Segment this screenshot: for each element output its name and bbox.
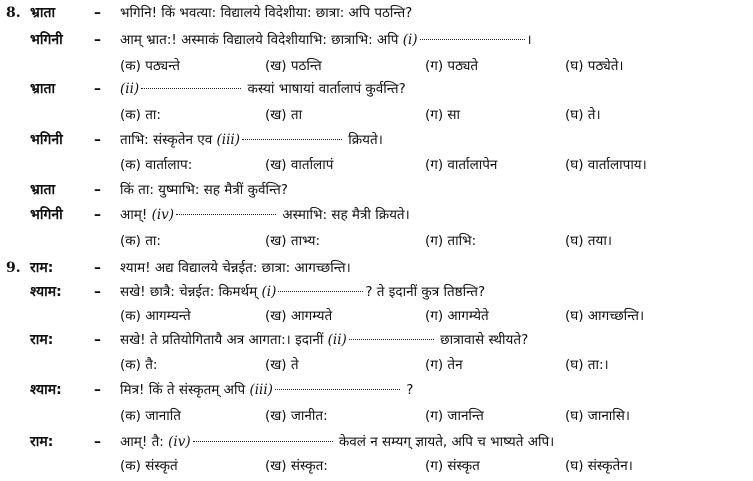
option[interactable]: (घ) पठ्येते। (565, 58, 624, 74)
option[interactable]: (क) आगम्यन्ते (120, 308, 191, 324)
dialogue-line (0, 203, 753, 227)
blank-marker: (ii) (120, 81, 140, 97)
dash: – (94, 207, 101, 223)
fill-blank[interactable] (193, 431, 333, 442)
dash: – (94, 382, 101, 398)
fill-blank[interactable] (278, 281, 363, 292)
fill-blank[interactable] (349, 329, 434, 340)
option[interactable]: (ख) ताभ्य: (265, 233, 321, 249)
option[interactable]: (ग) संस्कृत (425, 458, 480, 474)
option[interactable]: (क) संस्कृतं (120, 458, 178, 474)
fill-blank[interactable] (141, 78, 241, 89)
option[interactable]: (ख) आगम्यते (265, 308, 333, 324)
dialogue-text: किं ता: युष्माभि: सह मैत्रीं कुर्वन्ति? (120, 182, 288, 198)
question-number: 8. (6, 5, 21, 21)
speaker-label: राम: (30, 260, 54, 276)
option[interactable]: (क) पठ्यन्ते (120, 58, 180, 74)
dash: – (94, 434, 101, 450)
blank-marker: (i) (261, 284, 277, 300)
dialogue-text: आम्! (iv) अस्माभि: सह मैत्री क्रियते। (120, 203, 410, 227)
blank-marker: (ii) (327, 332, 347, 348)
dash: – (94, 81, 101, 97)
dialogue-line (0, 328, 753, 352)
options-row (0, 304, 753, 328)
options-row (0, 454, 753, 478)
option[interactable]: (घ) संस्कृतेन। (565, 458, 633, 474)
fill-blank[interactable] (275, 379, 400, 390)
fill-blank[interactable] (242, 129, 342, 140)
dialogue-line (0, 128, 753, 152)
options-row (0, 404, 753, 428)
dialogue-line (0, 77, 753, 101)
speaker-label: भगिनी (30, 32, 63, 48)
option[interactable]: (ग) वार्तालापेन (425, 157, 498, 173)
speaker-label: भ्राता (30, 5, 56, 21)
dialogue-line (0, 256, 753, 280)
speaker-label: श्याम: (30, 382, 62, 398)
option[interactable]: (घ) जानासि। (565, 408, 631, 424)
speaker-label: भ्राता (30, 182, 56, 198)
dialogue-line (0, 378, 753, 402)
options-row (0, 229, 753, 253)
dash: – (94, 182, 101, 198)
option[interactable]: (क) वार्तालाप: (120, 157, 193, 173)
option[interactable]: (घ) ते। (565, 107, 601, 123)
option[interactable]: (ग) सा (425, 107, 461, 123)
option[interactable]: (क) ता: (120, 107, 161, 123)
speaker-label: राम: (30, 332, 54, 348)
option[interactable]: (घ) तया। (565, 233, 612, 249)
option[interactable]: (घ) आगच्छन्ति। (565, 308, 645, 324)
speaker-label: भ्राता (30, 81, 56, 97)
question-number: 9. (6, 260, 21, 276)
dash: – (94, 5, 101, 21)
dialogue-line (0, 178, 753, 202)
dialogue-text: (ii) कस्यां भाषायां वार्तालापं कुर्वन्ति? (120, 77, 406, 101)
options-row (0, 153, 753, 177)
blank-marker: (iv) (168, 434, 191, 450)
options-row (0, 353, 753, 377)
speaker-label: भगिनी (30, 207, 63, 223)
option[interactable]: (क) ता: (120, 233, 161, 249)
option[interactable]: (क) तै: (120, 357, 158, 373)
option[interactable]: (ग) जानन्ति (425, 408, 484, 424)
dialogue-line (0, 28, 753, 52)
dialogue-text: श्याम! अद्य विद्यालये चेन्नईत: छात्रा: आगच्छन्ति। (120, 260, 351, 276)
dialogue-text: सखे! ते प्रतियोगितायै अत्र आगता:। इदानीं (ii) छात्रावासे स्थीयते? (120, 328, 528, 352)
dialogue-line (0, 280, 753, 304)
option[interactable]: (ग) पठ्यते (425, 58, 479, 74)
dash: – (94, 260, 101, 276)
dialogue-text: ताभि: संस्कृतेन एव (iii) क्रियते। (120, 128, 383, 152)
fill-blank[interactable] (420, 29, 525, 40)
dialogue-text: भगिनि! किं भवत्या: विद्यालये विदेशीया: छात्रा: अपि पठन्ति? (120, 5, 413, 21)
dash: – (94, 32, 101, 48)
option[interactable]: (ख) संस्कृत: (265, 458, 328, 474)
blank-marker: (i) (402, 32, 418, 48)
options-row (0, 103, 753, 127)
option[interactable]: (ग) आगम्येते (425, 308, 489, 324)
option[interactable]: (ख) जानीत: (265, 408, 328, 424)
option[interactable]: (घ) वार्तालापाय। (565, 157, 647, 173)
option[interactable]: (ख) ता (265, 107, 303, 123)
dialogue-text: आम्! तै: (iv) केवलं न सम्यग् ज्ञायते, अपि च भाष्यते अपि। (120, 430, 554, 454)
dialogue-line (0, 1, 753, 25)
blank-marker: (iii) (249, 382, 273, 398)
dash: – (94, 132, 101, 148)
dash: – (94, 284, 101, 300)
dash: – (94, 332, 101, 348)
speaker-label: राम: (30, 434, 54, 450)
speaker-label: भगिनी (30, 132, 63, 148)
fill-blank[interactable] (176, 204, 276, 215)
dialogue-text: मित्र! किं ते संस्कृतम् अपि (iii) ? (120, 378, 413, 402)
dialogue-text: सखे! छात्रै: चेन्नईत: किमर्थम् (i) ? ते इदानीं कुत्र तिष्ठन्ति? (120, 280, 485, 304)
option[interactable]: (ख) ते (265, 357, 299, 373)
option[interactable]: (ख) वार्तालापं (265, 157, 334, 173)
dialogue-text: आम् भ्रात:! अस्माकं विद्यालये विदेशीयाभि: छात्राभि: अपि (i) । (120, 28, 532, 52)
option[interactable]: (घ) ता:। (565, 357, 609, 373)
option[interactable]: (ख) पठन्ति (265, 58, 322, 74)
dialogue-line (0, 430, 753, 454)
speaker-label: श्याम: (30, 284, 62, 300)
option[interactable]: (क) जानाति (120, 408, 181, 424)
option[interactable]: (ग) ताभि: (425, 233, 477, 249)
blank-marker: (iii) (216, 132, 241, 148)
options-row (0, 54, 753, 78)
option[interactable]: (ग) तेन (425, 357, 463, 373)
blank-marker: (iv) (151, 207, 175, 223)
